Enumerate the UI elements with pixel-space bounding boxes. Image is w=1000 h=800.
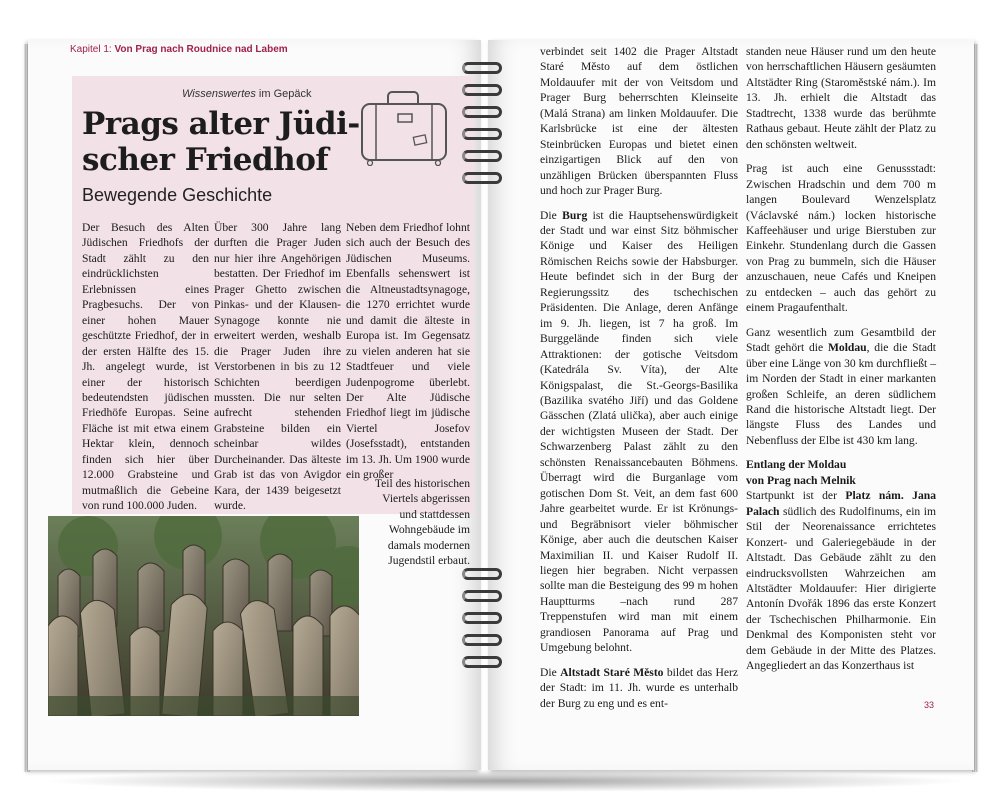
paragraph-burg-body: ist die Hauptsehenswürdigkeit der Stadt und war einst Sitz böhmischer Könige und Kaiser des Heiligen Römischen Reichs sowie der Habsburger. Heute befindet sich in der Burg der Regierungssitz des tschechischen Präsidenten. Die Anlage, deren Anfänge im 9. Jh. liegen, ist 7 ha groß. Im Burggelände finden sich viele Attraktionen: der gotische Veitsdom (Katedrála Sv. Víta), der Alte Königspalast, die St.-Georgs-Basilika (Bazilika svatého Jiří) und das Goldene Gässchen (Zlatá ulička), aber auch einige der wichtigsten Museen der Stadt. Der Schwarzenberg Palast zählt zu den schönsten Renaissancebauten Böhmens. Überragt wird die Burganlage vom gotischen Dom St. Veit, an dem fast 600 Jahre gearbeitet wurde. Er ist Krönungs- und Begräbnisort vieler böhmischer Könige, aber auch die deutschen Kaiser Maximilian II. und Kaiser Rudolf II. liegen hier begraben. Nicht verpassen sollte man die Besteigung des 99 m hohen Hauptturms –nach rund 287 Treppenstufen wird man mit einem grandiosen Panorama auf Prag und Umgebung belohnt.: [540, 208, 738, 655]
binding-ring: [462, 656, 502, 668]
binding-ring: [462, 106, 502, 118]
left-page: [28, 40, 481, 770]
binding-ring: [462, 590, 502, 602]
paragraph-moldau: [746, 325, 936, 449]
text-column-3: Neben dem Friedhof lohnt sich auch der Besuch des Jüdischen Museums. Ebenfalls sehenswert ist die Altneustadtsynagoge, die 1270 errichtet wurde und damit die älteste in Europa ist. Im Gegensatz zu vielen anderen hat sie Stadtfeuer und viele Judenpogrome überlebt. Der Alte Jüdische Friedhof liegt im jüdische Viertel Josefov (Josefsstadt), entstanden im 13. Jh. Um 1900 wurde ein großer: [346, 221, 470, 482]
section-label: [182, 88, 312, 100]
text-column-3-continued: Teil des historischen Viertels abgerissen und stattdessen Wohngebäude im damals modernen Jugendstil erbaut.: [374, 477, 470, 568]
chapter-prefix: Kapitel 1:: [70, 44, 115, 55]
binding-ring: [462, 62, 502, 74]
binding-ring: [462, 612, 502, 624]
binding-ring: [462, 172, 502, 184]
paragraph-altstadt-lead: Die: [540, 665, 561, 679]
text-column-2: Über 300 Jahre lang durften die Prager Juden nur hier ihre Angehörigen bestatten. Der Friedhof im Prager Ghetto zwischen Pinkas- und der Klausen-Synagoge konnte nie erweitert werden, weshalb die Prager Juden ihre Verstorbenen in bis zu 12 Schichten beerdigen mussten. Die nur selten aufrecht stehenden Grabsteine bilden ein scheinbar wildes Durcheinander. Das älteste Grab ist das von Avigdor Kara, der 1439 beigesetzt wurde.: [214, 221, 341, 513]
paragraph-burg: [540, 208, 738, 656]
paragraph-startpunkt-body: südlich des Rudolfinums, ein im Stil der Neorenaissance errichtetes Konzert- und Galeriegebäude in der Altstadt. Das Gebäude zählt zu den eindrucksvollsten Wahrzeichen am Altstädter Moldauufer: Hier dirigierte Antonín Dvořák 1896 das erste Konzert der Tschechischen Philharmonie. Ein Denkmal des Komponisten steht vor dem Gebäude in der Mitte des Platzes. Angegliedert an das Konzerthaus ist: [746, 504, 936, 673]
paragraph-genussstadt: Prag ist auch eine Genussstadt: Zwischen Hradschin und dem 700 m langen Boulevard Wenzelsplatz (Václavské nám.) locken historische Kaffeehäuser und urige Bierstuben zur Einkehr. Stundenlang durch die Gassen von Prag zu bummeln, sich die Häuser anzuschauen, neue Cafés und Kneipen zu entdecken – auch das gehört zu einem Pragaufenthalt.: [746, 162, 936, 315]
paragraph-startpunkt: [746, 488, 936, 673]
article-subtitle: Bewegende Geschichte: [82, 185, 273, 205]
subheading-line-1: Entlang der Moldau: [746, 458, 847, 472]
paragraph-karlsbruecke: verbindet seit 1402 die Prager Altstadt Staré Město auf dem östlichen Moldauufer mit der von Veitsdom und Prager Burg beherrschten Kleinseite (Malá Strana) am linken Moldauufer. Die Karlsbrücke ist eine der ältesten Steinbrücken Europas und bietet einen einzigartigen Blick auf den von unzähligen Brücken überspannten Fluss und hoch zur Prager Burg.: [540, 45, 738, 198]
binding-ring: [462, 150, 502, 162]
text-column-1: Der Besuch des Alten Jüdischen Friedhofs der Stadt zählt zu den eindrücklichsten Erlebnissen eines Pragbesuchs. Der von einer hohen Mauer geschützte Friedhof, der in der ersten Hälfte des 15. Jh. angelegt wurde, ist einer der historisch bedeutendsten jüdischen Friedhöfe Europas. Seine Fläche ist mit etwa einem Hektar klein, dennoch finden sich hier über 12.000 Grabsteine und mutmaßlich die Gebeine von rund 100.000 Juden.: [82, 221, 209, 513]
paragraph-startpunkt-lead: Startpunkt ist der: [746, 489, 846, 503]
section-label-rest: im Gepäck: [255, 88, 312, 100]
binding-ring: [462, 84, 502, 96]
page-number: 33: [924, 700, 935, 710]
right-page: [488, 40, 974, 770]
keyword-platz: Platz nám. Jana Palach: [746, 489, 936, 518]
paragraph-altstadt: [540, 665, 738, 711]
paragraph-moldau-body: , die die Stadt über eine Länge von 30 km durchfließt – im Norden der Stadt in einer markanten großen Schleife, an deren südlichem Rand die historische Altstadt liegt. Der längste Fluss des Landes und Nebenfluss der Elbe ist 430 km lang.: [746, 341, 936, 447]
binding-ring: [462, 128, 502, 140]
book-shadow: [40, 770, 970, 792]
article-title: Prags alter Jüdi-scher Friedhof: [82, 106, 360, 178]
binding-ring: [462, 634, 502, 646]
cemetery-photo: [48, 516, 359, 716]
subheading-entlang-der-moldau: [746, 457, 936, 488]
section-label-emphasis: Wissenswertes: [182, 88, 256, 100]
chapter-title: Von Prag nach Roudnice nad Labem: [114, 44, 288, 55]
paragraph-moldau-lead: Ganz wesentlich zum Gesamtbild der Stadt gehört die: [746, 325, 936, 355]
paragraph-altstaedter-ring: standen neue Häuser rund um den heute von herrschaftlichen Häusern gesäumten Altstädter Ring (Staroměstské nám.). Im 13. Jh. erhielt die Altstadt das Stadtrecht, 1338 wurde das berühmte Rathaus gebaut. Heute zählt der Platz zu den schönsten weltweit.: [746, 45, 936, 151]
paragraph-burg-lead: Die: [540, 208, 563, 222]
right-text-column-2: [746, 44, 936, 683]
binding-ring: [462, 568, 502, 580]
keyword-burg: Burg: [562, 208, 588, 222]
keyword-moldau: Moldau: [827, 341, 867, 355]
right-text-column-1: [540, 44, 738, 720]
keyword-altstadt: Altstadt Staré Město: [560, 665, 664, 679]
paragraph-altstadt-body: bildet das Herz der Stadt: im 11. Jh. wurde es unterhalb der Burg zu eng und es ent-: [540, 665, 739, 710]
subheading-line-2: von Prag nach Melnik: [746, 473, 856, 487]
chapter-header: [70, 44, 288, 55]
